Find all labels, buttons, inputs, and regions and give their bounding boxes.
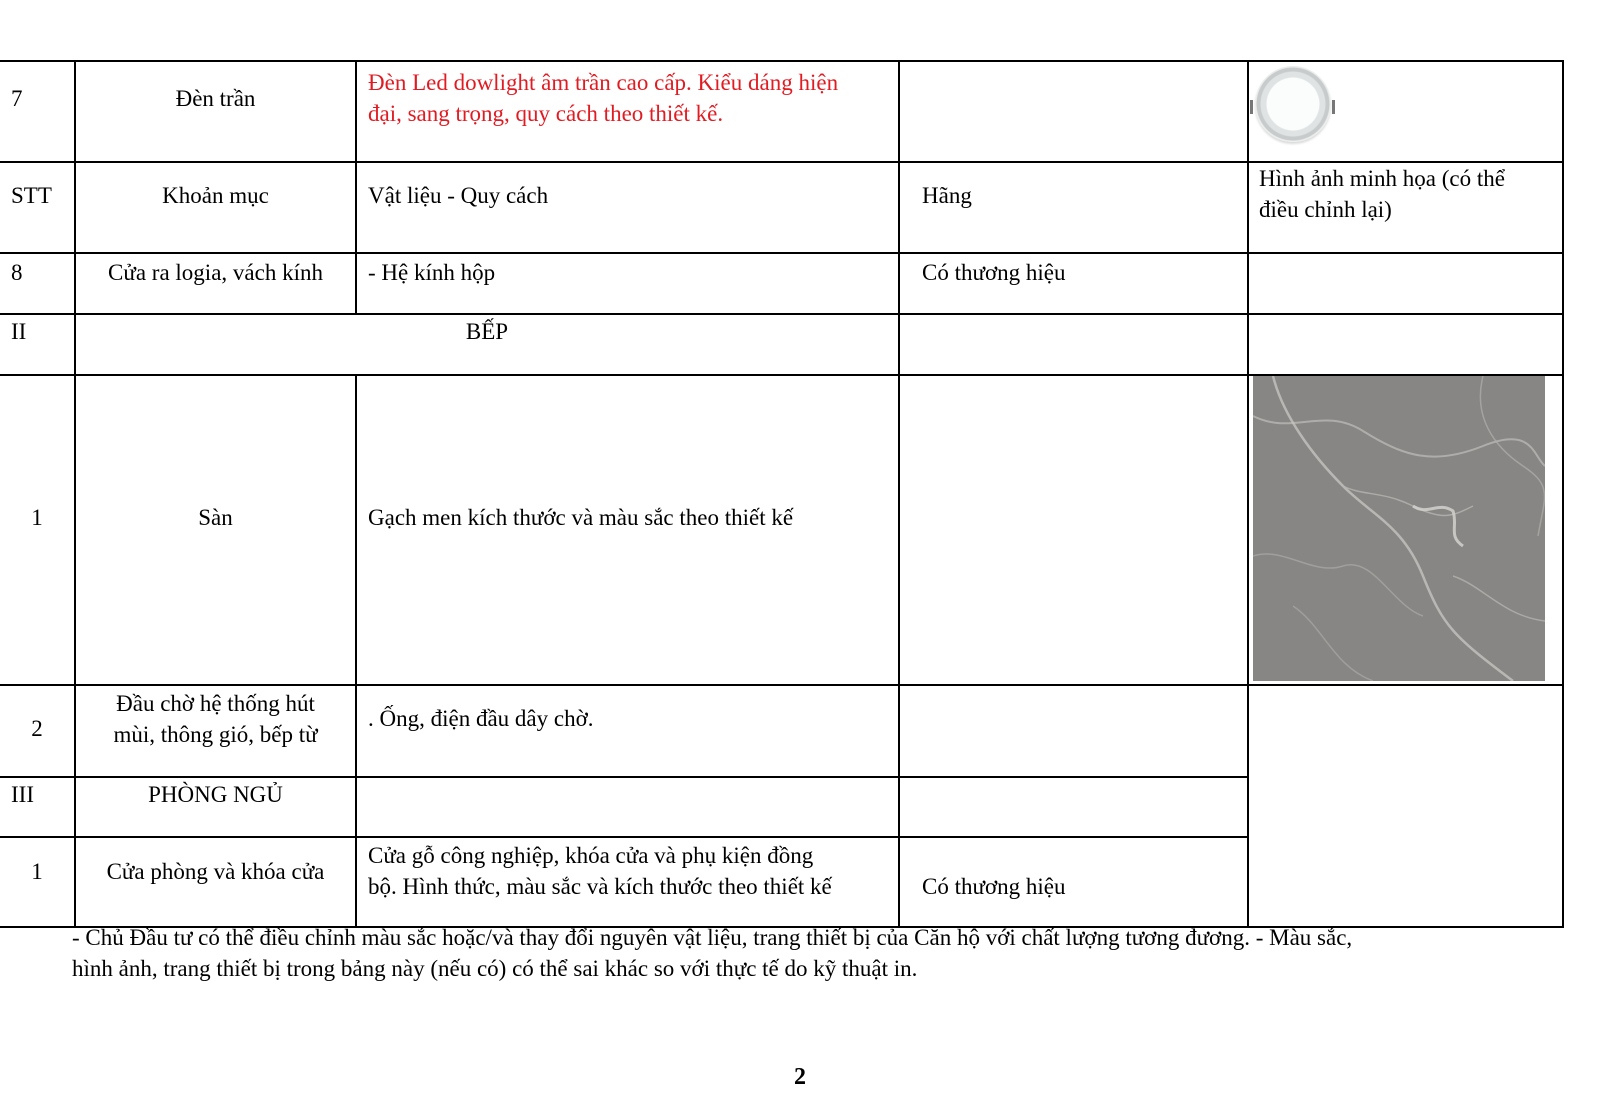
row-hut-item-line2: mùi, thông gió, bếp từ: [113, 722, 318, 747]
table-col-rule: [355, 374, 357, 928]
header-spec: Vật liệu - Quy cách: [368, 183, 549, 208]
row-hut-item: [76, 688, 355, 750]
table-border-right: [1562, 60, 1564, 928]
row8-brand: Có thương hiệu: [922, 260, 1066, 285]
row-san-item: Sàn: [198, 505, 233, 530]
header-stt: STT: [11, 183, 52, 208]
table-rule: [0, 252, 1564, 254]
row7-spec-line2: đại, sang trọng, quy cách theo thiết kế.: [368, 101, 724, 126]
page-number: 2: [794, 1064, 806, 1090]
row-hut-spec: . Ống, điện đầu dây chờ.: [368, 706, 594, 731]
row-san-stt: 1: [31, 505, 43, 530]
table-col-rule: [355, 60, 357, 314]
header-image-line1: Hình ảnh minh họa (có thể: [1259, 166, 1505, 191]
header-brand: Hãng: [922, 183, 972, 208]
row8-stt: 8: [11, 260, 23, 285]
disclaimer-note: [72, 922, 1512, 984]
row8-spec: - Hệ kính hộp: [368, 260, 496, 285]
row7-stt: 7: [11, 86, 23, 111]
note-line1: - Chủ Đầu tư có thể điều chỉnh màu sắc hoặc/và thay đổi nguyên vật liệu, trang thiết bị của Căn hộ với chất lượng tương đương. - Màu sắc,: [72, 925, 1353, 950]
marble-tile-image: [1253, 376, 1545, 681]
table-rule: [0, 836, 1249, 838]
row7-item: Đèn trần: [175, 86, 256, 111]
table-col-rule: [1247, 60, 1249, 928]
row7-spec: [368, 67, 893, 129]
row-door-brand: Có thương hiệu: [922, 874, 1066, 899]
section2-title: BẾP: [465, 319, 509, 344]
row-san-spec: Gạch men kích thước và màu sắc theo thiết kế: [368, 505, 794, 530]
table-rule: [0, 313, 1564, 315]
table-col-rule: [898, 60, 900, 928]
note-line2: hình ảnh, trang thiết bị trong bảng này (nếu có) có thể sai khác so với thực tế do kỹ thuật in.: [72, 956, 918, 981]
row-door-spec-line2: bộ. Hình thức, màu sắc và kích thước theo thiết kế: [368, 874, 832, 899]
row-hut-item-line1: Đầu chờ hệ thống hút: [116, 691, 315, 716]
row-hut-stt: 2: [31, 716, 43, 741]
row8-item: Cửa ra logia, vách kính: [108, 260, 323, 285]
section3-stt: III: [11, 782, 34, 807]
downlight-clip: [1332, 100, 1335, 114]
table-rule: [0, 684, 1564, 686]
row-door-spec-line1: Cửa gỗ công nghiệp, khóa cửa và phụ kiện đồng: [368, 843, 814, 868]
table-border-top: [0, 60, 1564, 62]
section3-title: PHÒNG NGỦ: [148, 782, 283, 807]
header-image-line2: điều chỉnh lại): [1259, 197, 1392, 222]
row7-spec-line1: Đèn Led dowlight âm trần cao cấp. Kiểu dáng hiện: [368, 70, 839, 95]
row-door-spec: [368, 840, 893, 902]
downlight-icon: [1255, 66, 1331, 142]
header-item: Khoản mục: [162, 183, 269, 208]
table-rule: [0, 776, 1249, 778]
header-image: [1259, 163, 1559, 225]
downlight-clip: [1250, 100, 1253, 114]
section2-stt: II: [11, 319, 27, 344]
marble-tile-graphic: [1253, 376, 1545, 681]
row-door-item: Cửa phòng và khóa cửa: [106, 859, 325, 884]
row-door-stt: 1: [31, 859, 43, 884]
